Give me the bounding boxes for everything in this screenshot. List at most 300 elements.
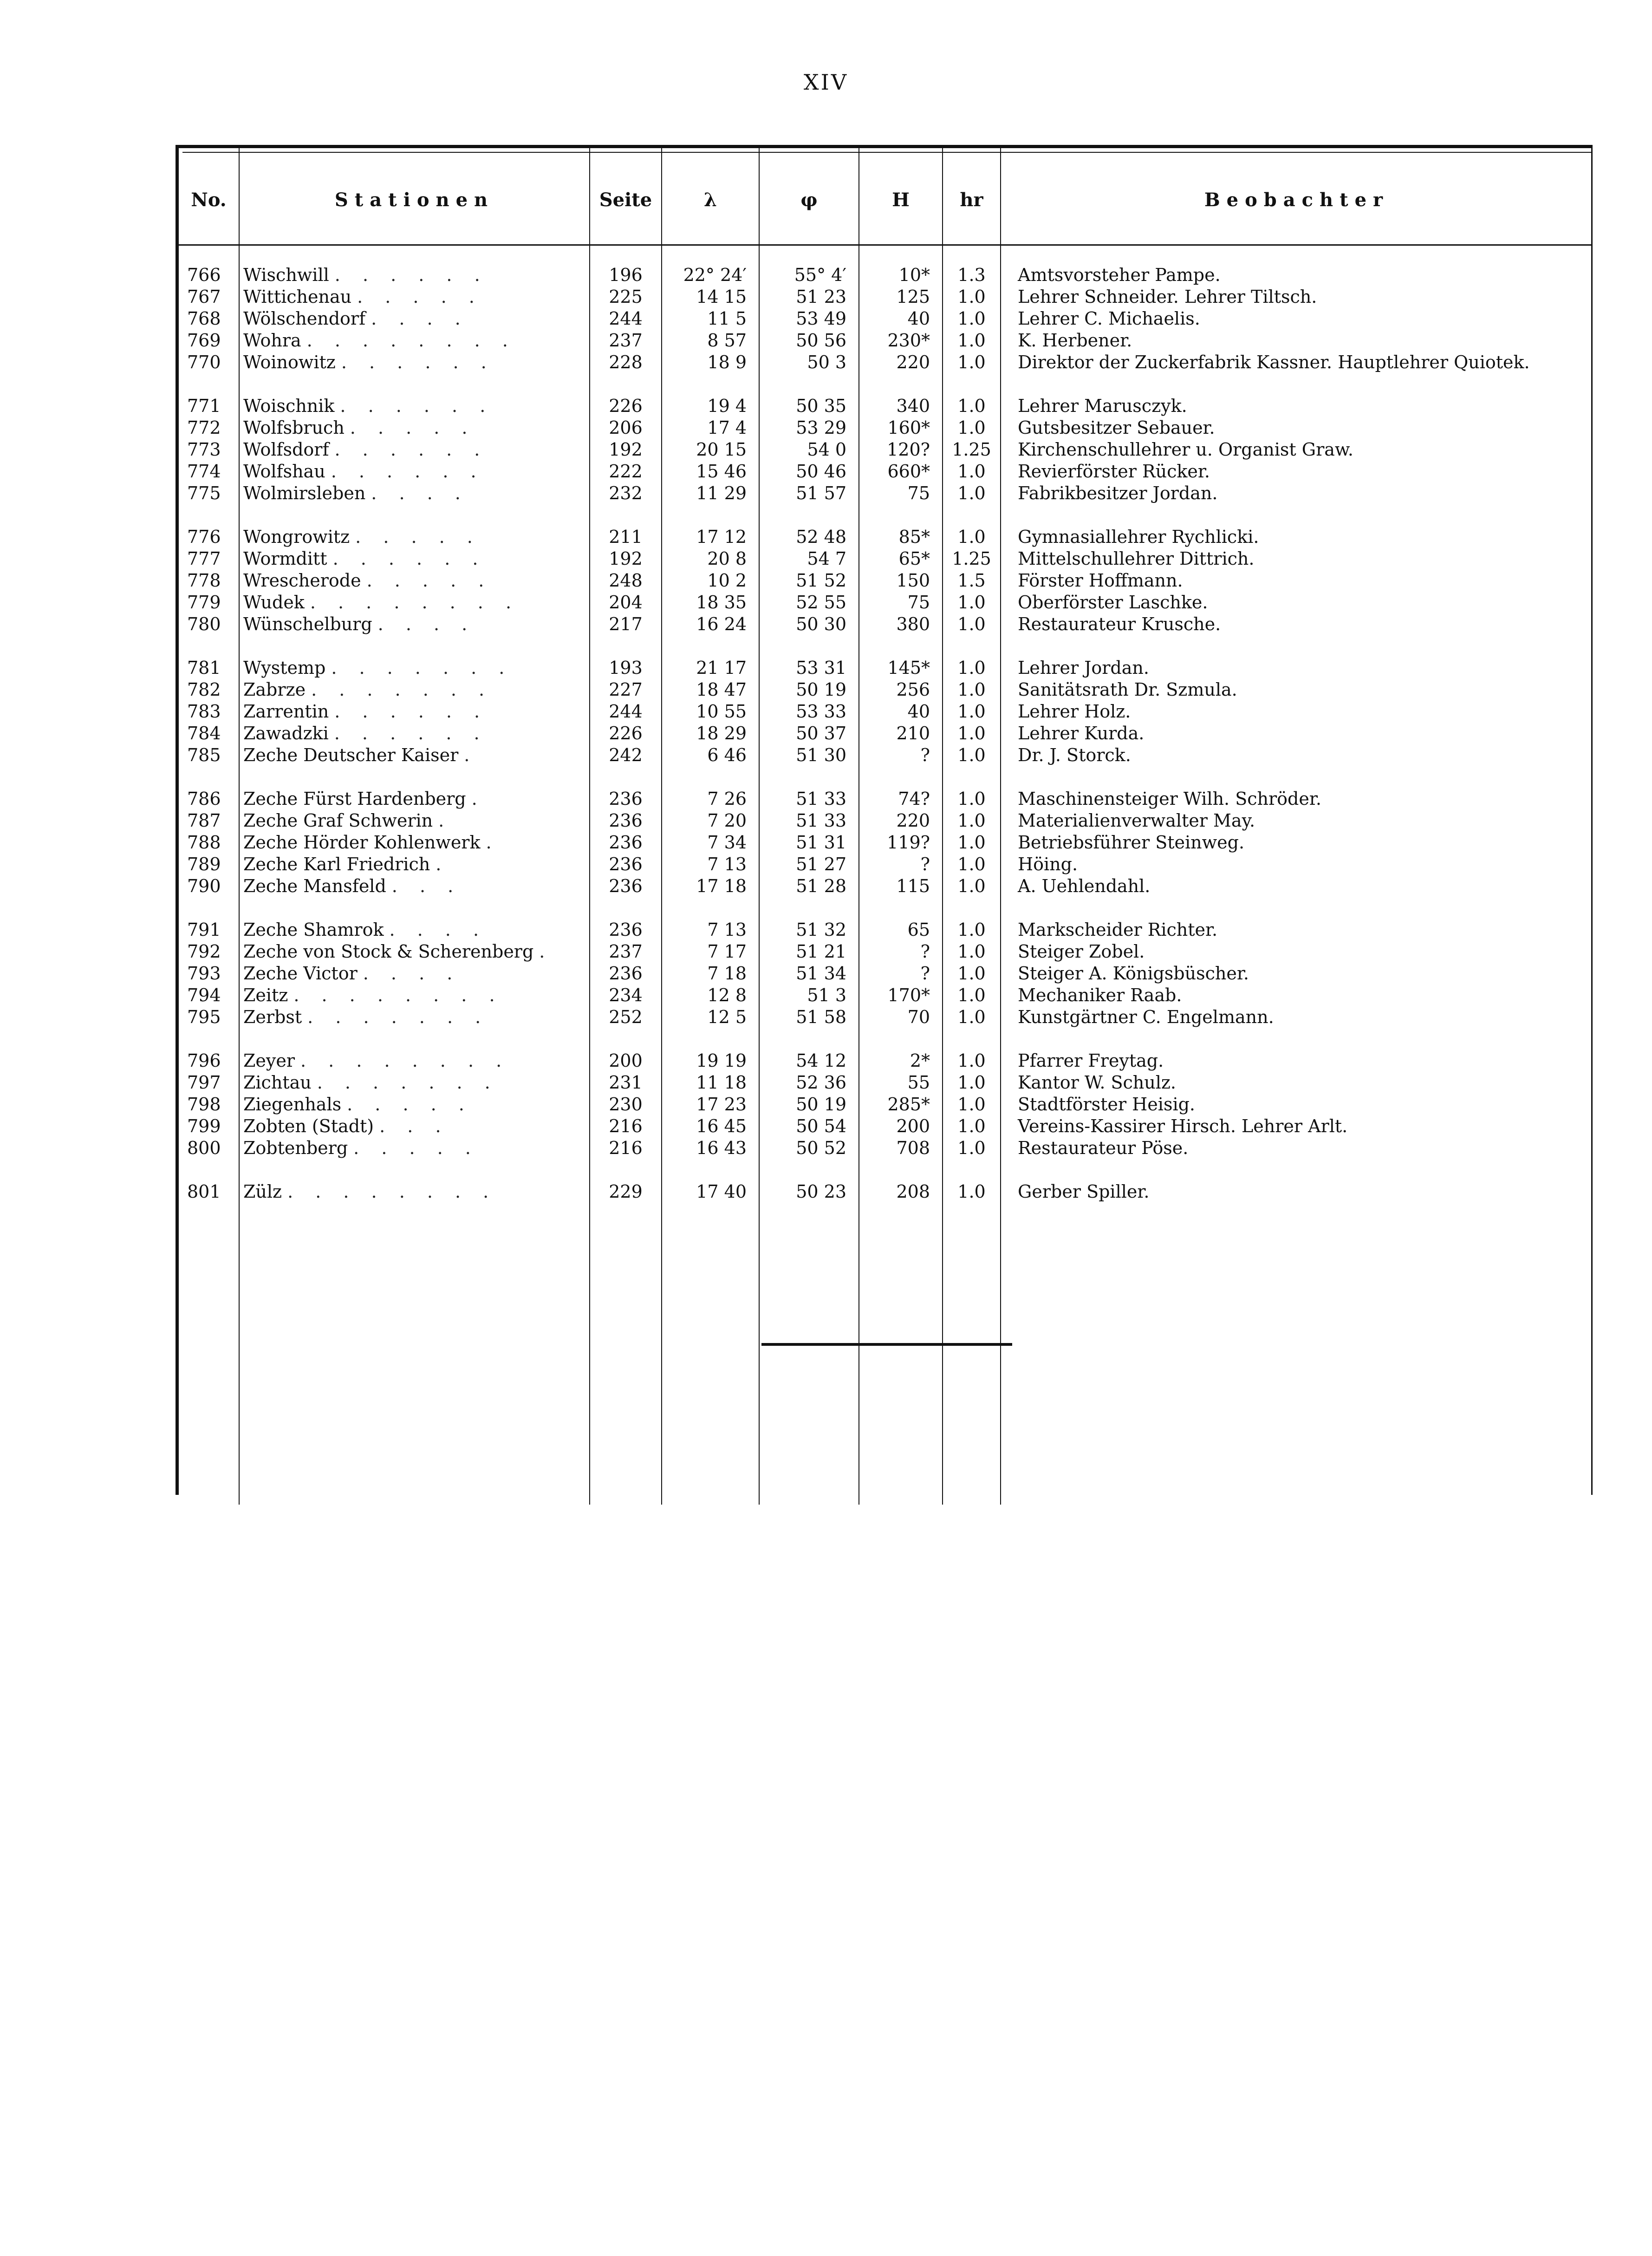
table-row (179, 1159, 1593, 1203)
station-name-text: Zeche Victor (243, 963, 358, 984)
observer-text: Mechaniker Raab. (1018, 985, 1182, 1005)
longitude (662, 723, 759, 744)
longitude-text: 16 43 (696, 1138, 747, 1158)
observer-text: Förster Hoffmann. (1018, 570, 1183, 591)
page-ref (590, 461, 662, 482)
longitude (662, 373, 759, 417)
longitude-text: 7 34 (707, 832, 747, 853)
row-number-text: 784 (187, 723, 221, 743)
latitude (759, 308, 859, 330)
longitude-text: 17 4 (707, 417, 747, 438)
page-number: XIV (803, 70, 849, 95)
table-row (179, 352, 1593, 373)
longitude-text: 17 23 (696, 1094, 747, 1115)
table-row (179, 482, 1593, 504)
table-row (179, 308, 1593, 330)
height-text: 230* (887, 330, 930, 351)
height-text: 75 (907, 592, 930, 613)
dot-leader: . (471, 789, 486, 809)
row-number-text: 776 (187, 527, 221, 547)
station-name (239, 482, 590, 504)
table-row (179, 635, 1593, 679)
height-text: ? (920, 963, 930, 984)
latitude-text: 50 19 (796, 679, 846, 700)
end-rule (761, 1343, 1012, 1346)
latitude-text: 52 55 (796, 592, 846, 613)
dot-leader: . . . . . . (331, 461, 485, 482)
height-text: 256 (896, 679, 930, 700)
filler-cell (590, 1203, 662, 1505)
table-row (179, 854, 1593, 875)
hr-value-text: 1.3 (957, 265, 986, 285)
page-ref (590, 482, 662, 504)
station-name (239, 875, 590, 897)
table-row (179, 963, 1593, 985)
hr-value-text: 1.0 (957, 461, 986, 482)
latitude (759, 635, 859, 679)
latitude (759, 832, 859, 854)
row-number (179, 963, 239, 985)
page-ref (590, 766, 662, 810)
station-name-text: Zeche Karl Friedrich (243, 854, 430, 874)
page-ref (590, 417, 662, 439)
filler-cell (759, 1203, 859, 1505)
row-number (179, 417, 239, 439)
col-header-seite: Seite (590, 148, 662, 245)
station-name (239, 245, 590, 287)
longitude-text: 7 18 (707, 963, 747, 984)
station-name (239, 1159, 590, 1203)
dot-leader: . . . . . . . (307, 1007, 489, 1027)
latitude-text: 53 31 (796, 658, 846, 678)
table-row (179, 1115, 1593, 1137)
latitude-text: 51 57 (796, 483, 846, 503)
page-ref-text: 211 (609, 527, 643, 547)
col-header-h: H (859, 148, 943, 245)
longitude (662, 308, 759, 330)
latitude-text: 50 23 (796, 1181, 846, 1202)
latitude (759, 330, 859, 352)
station-name (239, 701, 590, 723)
hr-value (943, 985, 1001, 1006)
hr-value-text: 1.0 (957, 592, 986, 613)
dot-leader: . . . (379, 1116, 449, 1136)
hr-value (943, 504, 1001, 548)
longitude (662, 1028, 759, 1072)
longitude (662, 941, 759, 963)
hr-value (943, 592, 1001, 613)
stations-table (179, 148, 1593, 1505)
latitude-text: 50 35 (796, 396, 846, 416)
observer (1001, 330, 1593, 352)
table-row (179, 439, 1593, 461)
hr-value (943, 613, 1001, 635)
longitude (662, 875, 759, 897)
station-name-text: Wolfshau (243, 461, 325, 482)
row-number-text: 801 (187, 1181, 221, 1202)
station-name-text: Wudek (243, 592, 305, 613)
row-number-text: 770 (187, 352, 221, 372)
row-number-text: 782 (187, 679, 221, 700)
latitude (759, 548, 859, 570)
height-text: 170* (887, 985, 930, 1005)
page-ref-text: 236 (609, 789, 643, 809)
height (859, 548, 943, 570)
page-ref-text: 228 (609, 352, 643, 372)
height (859, 679, 943, 701)
latitude-text: 51 23 (796, 287, 846, 307)
height (859, 1115, 943, 1137)
latitude (759, 723, 859, 744)
row-number-text: 769 (187, 330, 221, 351)
longitude-text: 16 45 (696, 1116, 747, 1136)
latitude-text: 52 36 (796, 1072, 846, 1093)
observer (1001, 701, 1593, 723)
hr-value (943, 941, 1001, 963)
table-row (179, 373, 1593, 417)
page-ref (590, 810, 662, 832)
page-ref (590, 701, 662, 723)
height-text: 115 (896, 876, 930, 896)
height (859, 701, 943, 723)
station-name (239, 592, 590, 613)
page-ref-text: 237 (609, 330, 643, 351)
observer-text: Lehrer C. Michaelis. (1018, 308, 1200, 329)
row-number-text: 790 (187, 876, 221, 896)
longitude-text: 7 13 (707, 854, 747, 874)
dot-leader: . . . . . . . . (287, 1181, 497, 1202)
latitude (759, 1072, 859, 1094)
row-number (179, 810, 239, 832)
hr-value-text: 1.0 (957, 658, 986, 678)
latitude-text: 51 33 (796, 789, 846, 809)
hr-value (943, 352, 1001, 373)
dot-leader: . . . . . . . (317, 1072, 499, 1093)
table-row (179, 941, 1593, 963)
latitude (759, 1159, 859, 1203)
hr-value (943, 854, 1001, 875)
hr-value-text: 1.0 (957, 527, 986, 547)
header-row (179, 148, 1593, 245)
hr-value-text: 1.0 (957, 483, 986, 503)
height-text: 708 (896, 1138, 930, 1158)
row-number-text: 788 (187, 832, 221, 853)
longitude (662, 744, 759, 766)
longitude (662, 613, 759, 635)
row-number (179, 1094, 239, 1115)
station-name-text: Zeche Mansfeld (243, 876, 386, 896)
station-name (239, 1094, 590, 1115)
station-name-text: Zichtau (243, 1072, 312, 1093)
station-name-text: Wünschelburg (243, 614, 372, 634)
page-ref-text: 206 (609, 417, 643, 438)
height (859, 504, 943, 548)
latitude-text: 52 48 (796, 527, 846, 547)
page-ref (590, 854, 662, 875)
station-name (239, 504, 590, 548)
hr-value-text: 1.0 (957, 963, 986, 984)
station-name (239, 1137, 590, 1159)
observer (1001, 1159, 1593, 1203)
page-ref-text: 216 (609, 1116, 643, 1136)
row-number-text: 799 (187, 1116, 221, 1136)
latitude (759, 897, 859, 941)
station-name-text: Zeche Shamrok (243, 919, 384, 940)
hr-value-text: 1.0 (957, 876, 986, 896)
page-ref (590, 570, 662, 592)
row-number-text: 791 (187, 919, 221, 940)
dot-leader: . . . . . (355, 527, 481, 547)
height (859, 286, 943, 308)
latitude (759, 286, 859, 308)
height-text: 660* (887, 461, 930, 482)
height (859, 592, 943, 613)
stations-table-frame (176, 145, 1593, 1495)
height (859, 417, 943, 439)
longitude (662, 245, 759, 287)
station-name-text: Wölschendorf (243, 308, 366, 329)
station-name-text: Zülz (243, 1181, 282, 1202)
row-number (179, 1072, 239, 1094)
page-ref-text: 232 (609, 483, 643, 503)
table-row (179, 723, 1593, 744)
page-ref-text: 236 (609, 919, 643, 940)
hr-value (943, 286, 1001, 308)
observer (1001, 570, 1593, 592)
row-number (179, 744, 239, 766)
longitude (662, 417, 759, 439)
observer-text: Sanitätsrath Dr. Szmula. (1018, 679, 1237, 700)
page-ref-text: 200 (609, 1050, 643, 1071)
row-number (179, 592, 239, 613)
observer-text: Fabrikbesitzer Jordan. (1018, 483, 1218, 503)
observer (1001, 504, 1593, 548)
filler-cell (943, 1203, 1001, 1505)
latitude (759, 766, 859, 810)
observer (1001, 308, 1593, 330)
hr-value (943, 1159, 1001, 1203)
col-header-beobachter: Beobachter (1001, 148, 1593, 245)
longitude-text: 20 15 (696, 439, 747, 460)
height (859, 766, 943, 810)
station-name-text: Zeitz (243, 985, 288, 1005)
dot-leader: . . . . . . (334, 439, 488, 460)
table-row (179, 1028, 1593, 1072)
page-ref (590, 245, 662, 287)
dot-leader: . . . . (363, 963, 461, 984)
longitude-text: 11 5 (707, 308, 747, 329)
height-text: 75 (907, 483, 930, 503)
hr-value (943, 308, 1001, 330)
observer-text: Restaurateur Krusche. (1018, 614, 1221, 634)
page-ref (590, 613, 662, 635)
page-ref (590, 941, 662, 963)
hr-value-text: 1.5 (957, 570, 986, 591)
filler-cell (179, 1203, 239, 1505)
height-text: 119? (887, 832, 930, 853)
hr-value-text: 1.0 (957, 352, 986, 372)
hr-value (943, 330, 1001, 352)
page-ref-text: 222 (609, 461, 643, 482)
table-row (179, 245, 1593, 287)
height (859, 439, 943, 461)
row-number-text: 794 (187, 985, 221, 1005)
hr-value-text: 1.0 (957, 1050, 986, 1071)
table-row (179, 744, 1593, 766)
height (859, 744, 943, 766)
height-text: 74? (898, 789, 930, 809)
col-header-phi: φ (759, 148, 859, 245)
longitude-text: 8 57 (707, 330, 747, 351)
observer-text: Lehrer Holz. (1018, 701, 1131, 722)
latitude (759, 352, 859, 373)
height-text: 40 (907, 701, 930, 722)
longitude (662, 832, 759, 854)
station-name (239, 1115, 590, 1137)
latitude-text: 51 34 (796, 963, 846, 984)
page-ref-text: 236 (609, 963, 643, 984)
station-name (239, 548, 590, 570)
latitude-text: 50 54 (796, 1116, 846, 1136)
station-name-text: Zobtenberg (243, 1138, 348, 1158)
table-row (179, 592, 1593, 613)
longitude-text: 7 20 (707, 810, 747, 831)
observer (1001, 875, 1593, 897)
hr-value-text: 1.0 (957, 854, 986, 874)
station-name (239, 1006, 590, 1028)
station-name-text: Zabrze (243, 679, 306, 700)
row-number (179, 875, 239, 897)
height-text: 200 (896, 1116, 930, 1136)
page-ref (590, 592, 662, 613)
station-name-text: Zerbst (243, 1007, 302, 1027)
observer (1001, 1137, 1593, 1159)
height (859, 1072, 943, 1094)
row-number (179, 1006, 239, 1028)
latitude (759, 245, 859, 287)
hr-value (943, 1028, 1001, 1072)
latitude-text: 53 33 (796, 701, 846, 722)
latitude (759, 810, 859, 832)
row-number (179, 701, 239, 723)
station-name-text: Wischwill (243, 265, 329, 285)
dot-leader: . . . . . (350, 417, 476, 438)
longitude (662, 701, 759, 723)
hr-value-text: 1.0 (957, 1072, 986, 1093)
observer-text: Höing. (1018, 854, 1078, 874)
hr-value (943, 701, 1001, 723)
hr-value (943, 1137, 1001, 1159)
hr-value-text: 1.0 (957, 810, 986, 831)
observer-text: Kantor W. Schulz. (1018, 1072, 1176, 1093)
height (859, 1028, 943, 1072)
station-name-text: Wittichenau (243, 287, 352, 307)
row-number (179, 832, 239, 854)
longitude (662, 504, 759, 548)
observer (1001, 897, 1593, 941)
col-header-lambda: λ (662, 148, 759, 245)
height-text: 220 (896, 810, 930, 831)
observer (1001, 854, 1593, 875)
latitude-text: 51 28 (796, 876, 846, 896)
height-text: 285* (887, 1094, 930, 1115)
latitude-text: 50 52 (796, 1138, 846, 1158)
row-number-text: 767 (187, 287, 221, 307)
longitude (662, 286, 759, 308)
height (859, 613, 943, 635)
page-ref-text: 192 (609, 439, 643, 460)
row-number-text: 797 (187, 1072, 221, 1093)
row-number (179, 613, 239, 635)
station-name (239, 963, 590, 985)
latitude-text: 51 52 (796, 570, 846, 591)
hr-value-text: 1.0 (957, 1181, 986, 1202)
hr-value (943, 461, 1001, 482)
observer (1001, 439, 1593, 461)
table-row (179, 897, 1593, 941)
hr-value (943, 897, 1001, 941)
row-number (179, 1115, 239, 1137)
height (859, 308, 943, 330)
station-name-text: Woinowitz (243, 352, 336, 372)
dot-leader: . . . . . . (334, 723, 488, 743)
longitude-text: 7 26 (707, 789, 747, 809)
hr-value-text: 1.0 (957, 723, 986, 743)
height-text: 70 (907, 1007, 930, 1027)
page-ref (590, 1159, 662, 1203)
height-text: 160* (887, 417, 930, 438)
row-number-text: 781 (187, 658, 221, 678)
row-number-text: 779 (187, 592, 221, 613)
hr-value-text: 1.25 (952, 439, 991, 460)
table-row (179, 548, 1593, 570)
latitude-text: 51 32 (796, 919, 846, 940)
longitude-text: 10 2 (707, 570, 747, 591)
height-text: 340 (896, 396, 930, 416)
dot-leader: . . . . . . (334, 701, 488, 722)
station-name (239, 439, 590, 461)
row-number-text: 766 (187, 265, 221, 285)
station-name-text: Zeche Fürst Hardenberg (243, 789, 466, 809)
observer-text: Vereins-Kassirer Hirsch. Lehrer Arlt. (1018, 1116, 1348, 1136)
row-number-text: 796 (187, 1050, 221, 1071)
longitude (662, 766, 759, 810)
station-name (239, 308, 590, 330)
observer (1001, 832, 1593, 854)
row-number-text: 785 (187, 745, 221, 765)
height (859, 897, 943, 941)
station-name-text: Zawadzki (243, 723, 329, 743)
page-ref-text: 236 (609, 854, 643, 874)
filler-cell (859, 1203, 943, 1505)
hr-value (943, 373, 1001, 417)
dot-leader: . . . . (371, 483, 469, 503)
dot-leader: . . . . (377, 614, 476, 634)
observer (1001, 461, 1593, 482)
height (859, 1137, 943, 1159)
row-number-text: 783 (187, 701, 221, 722)
hr-value-text: 1.0 (957, 330, 986, 351)
longitude-text: 19 4 (707, 396, 747, 416)
observer (1001, 679, 1593, 701)
page-ref-text: 234 (609, 985, 643, 1005)
height (859, 1094, 943, 1115)
row-number (179, 482, 239, 504)
hr-value (943, 810, 1001, 832)
latitude (759, 482, 859, 504)
row-number (179, 461, 239, 482)
dot-leader: . . . . . . . . (310, 592, 520, 613)
